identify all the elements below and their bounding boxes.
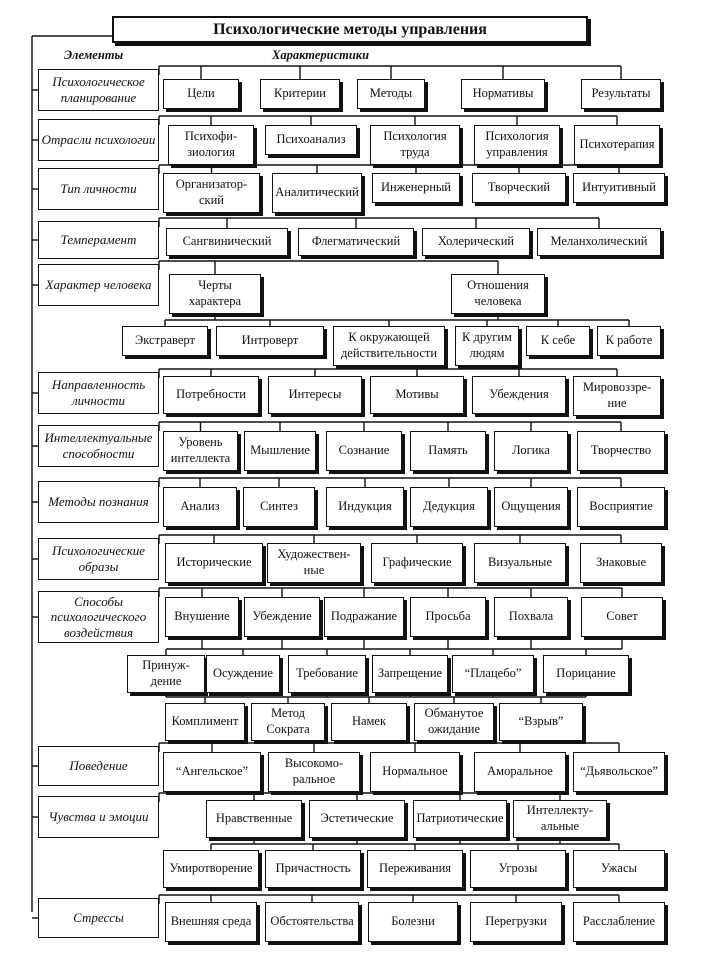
item-исторические: Исторические	[165, 543, 263, 583]
item-компли-мент: Комплимент	[165, 703, 245, 741]
item-причастность: Причастность	[265, 850, 361, 888]
item-обманутое-ожидание: Обманутое ожидание	[414, 703, 494, 741]
item-сознание: Сознание	[326, 431, 402, 471]
item-высокомо-ральное: Высокоморальное	[268, 752, 360, 792]
item-патриотиче-ские: Патриотические	[413, 800, 507, 838]
element-box-1: Психологическое планирование	[38, 69, 159, 111]
element-box-5: Характер человека	[38, 264, 159, 306]
item-методы: Методы	[357, 79, 425, 109]
item-мышление: Мышление	[244, 431, 316, 471]
element-box-10: Способы психологического воздействия	[38, 591, 159, 643]
item-память: Память	[410, 431, 486, 471]
header-characteristics: Характеристики	[272, 48, 370, 62]
item-внешняя-среда: Внешняя среда	[165, 902, 257, 942]
item-нормальное: Нормальное	[370, 752, 460, 792]
element-box-12: Чувства и эмоции	[38, 796, 159, 838]
item-холерический: Холерический	[422, 228, 530, 256]
item-меланхолический: Меланхолический	[537, 228, 661, 256]
item-похвала: Похвала	[494, 597, 568, 637]
element-box-11: Поведение	[38, 746, 159, 786]
header-elements: Элементы	[64, 48, 124, 62]
item-экстраверт: Экстраверт	[122, 326, 208, 356]
item-обстоятель-ства: Обстоятельства	[265, 902, 359, 942]
item-взрыв: “Взрыв”	[499, 703, 583, 741]
item-интеллекту-альные: Интеллектуальные	[513, 800, 607, 838]
item-индукция: Индукция	[326, 487, 404, 527]
item-синтез: Синтез	[243, 487, 315, 527]
item-отношения-человека: Отношения человека	[451, 274, 545, 314]
item-нравственные: Нравственные	[206, 800, 302, 838]
element-box-7: Интеллектуальные способности	[38, 425, 159, 467]
item-художествен-ные: Художественные	[267, 543, 361, 583]
item-интересы: Интересы	[268, 376, 362, 414]
item-убеждения: Убеждения	[472, 376, 566, 414]
element-box-3: Тип личности	[38, 168, 159, 210]
item-творчество: Творчество	[577, 431, 665, 471]
item-потребности: Потребности	[163, 376, 259, 414]
item-психология-труда: Психология труда	[370, 125, 460, 165]
item-критерии: Критерии	[260, 79, 340, 109]
item-перегрузки: Перегрузки	[470, 902, 562, 942]
item-болезни: Болезни	[368, 902, 458, 942]
item-порицание: Порицание	[543, 655, 629, 693]
element-box-2: Отрасли психологии	[38, 119, 159, 161]
item-психоанализ: Психоанализ	[265, 125, 357, 155]
item-дедукция: Дедукция	[410, 487, 488, 527]
item-дьявольское: “Дьявольское”	[573, 752, 665, 792]
item-цели: Цели	[163, 79, 239, 109]
element-box-9: Психологические образы	[38, 538, 159, 580]
item-организатор-ский: Организаторский	[163, 173, 260, 213]
item-психофи-зиология: Психофизиология	[168, 125, 254, 165]
item-аналити-ческий: Аналитический	[272, 173, 362, 213]
item-осуждение: Осуждение	[206, 655, 280, 693]
item-убеждение: Убеждение	[244, 597, 320, 637]
item-графические: Графические	[371, 543, 463, 583]
item-мировоззре-ние: Мировоззрение	[573, 376, 661, 416]
item-инженерный: Инженерный	[372, 173, 460, 203]
item-расслабление: Расслабление	[573, 902, 665, 942]
item-ангельское: “Ангельское”	[163, 752, 261, 792]
item-анализ: Анализ	[163, 487, 237, 527]
item-знаковые: Знаковые	[580, 543, 662, 583]
item-флегматический: Флегматический	[298, 228, 414, 256]
item-угрозы: Угрозы	[470, 850, 566, 888]
item-черты-характера: Черты характера	[169, 274, 261, 314]
element-box-6: Направленность личности	[38, 372, 159, 414]
item-просьба: Просьба	[410, 597, 486, 637]
item-умиротворе-ние: Умиротворение	[163, 850, 259, 888]
item-ужасы: Ужасы	[573, 850, 665, 888]
diagram-title: Психологические методы управления	[112, 16, 588, 43]
item-внушение: Внушение	[165, 597, 239, 637]
item-к-работе: К работе	[597, 326, 661, 356]
element-box-13: Стрессы	[38, 898, 159, 938]
item-совет: Совет	[581, 597, 663, 637]
item-к-себе: К себе	[526, 326, 590, 356]
item-мотивы: Мотивы	[370, 376, 464, 414]
item-логика: Логика	[494, 431, 568, 471]
item-восприятие: Восприятие	[577, 487, 665, 527]
element-box-4: Темперамент	[38, 221, 159, 259]
item-эстетические: Эстетические	[309, 800, 405, 838]
item-к-другим-людям: К другим людям	[455, 326, 519, 366]
item-нормативы: Нормативы	[461, 79, 545, 109]
item-ощущения: Ощущения	[494, 487, 568, 527]
item-психология-управления: Психология управления	[474, 125, 560, 165]
item-плацебо: “Плацебо”	[452, 655, 534, 693]
item-интроверт: Интроверт	[216, 326, 324, 356]
item-аморальное: Аморальное	[474, 752, 566, 792]
item-интуитивный: Интуитивный	[573, 173, 665, 203]
item-намек: Намек	[331, 703, 407, 741]
item-уровень-интеллекта: Уровень интеллекта	[163, 431, 238, 471]
element-box-8: Методы познания	[38, 481, 159, 523]
item-визуальные: Визуальные	[474, 543, 566, 583]
item-результаты: Результаты	[581, 79, 661, 109]
item-психо-терапия: Психотерапия	[574, 125, 660, 165]
item-творческий: Творческий	[472, 173, 566, 203]
item-метод-сократа: Метод Сократа	[251, 703, 325, 741]
item-к-окружающей-действительности: К окружающей действительности	[333, 326, 445, 366]
item-запреще-ние: Запрещение	[372, 655, 448, 693]
item-подража-ние: Подражание	[324, 597, 404, 637]
item-требова-ние: Требование	[288, 655, 366, 693]
item-сангвинический: Сангвинический	[166, 228, 288, 256]
item-принуж-дение: Принуждение	[127, 655, 205, 693]
item-переживания: Переживания	[367, 850, 463, 888]
